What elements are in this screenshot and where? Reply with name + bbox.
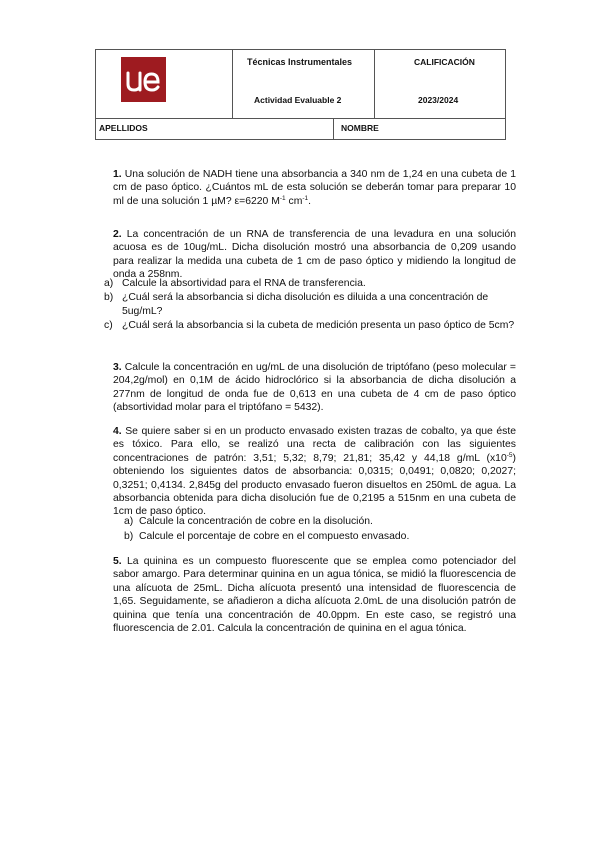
list-item: [104, 277, 516, 290]
item-text: ¿Cuál será la absorbancia si dicha disolución es diluida a una concentración de 5ug/mL?: [122, 292, 489, 317]
name-label: NOMBRE: [341, 123, 379, 133]
question-1: [113, 168, 516, 208]
university-logo: [121, 57, 166, 102]
surnames-label: APELLIDOS: [99, 123, 148, 133]
question-text: .: [308, 195, 312, 207]
superscript: -1: [279, 194, 286, 202]
list-item: [104, 319, 516, 332]
activity-title: Actividad Evaluable 2: [254, 95, 342, 105]
question-text: La concentración de un RNA de transferencia de una levadura en una solución acuosa es de 10ug/mL. Dicha disolución mostró una absorbancia de 0,209 usando para realizar la medida una cubeta de 1 cm de paso óptico y midiendo la longitud de onda a 258nm.: [113, 229, 516, 281]
item-marker: c): [104, 320, 113, 332]
item-text: Calcule el porcentaje de cobre en el compuesto envasado.: [139, 531, 410, 543]
question-text: La quinina es un compuesto fluorescente que se emplea como potenciador del sabor amargo. Para determinar quinina en un agua tónica, se midió la fluorescencia de una alícuota de 25mL. Dicha alícuota presentó una intensidad de fluorescencia de 1,65. Seguidamente, se añadieron a dicha alícuota 2.0mL de una disolución patrón de quinina que tenía una concentración de 40.0ppm. En este caso, se registró una fluorescencia de 2.01. Calcula la concentración de quinina en el agua tónica.: [113, 556, 516, 635]
question-4: [113, 425, 516, 519]
question-number: 2.: [113, 229, 122, 240]
superscript: -5: [506, 451, 513, 459]
question-2-items: [104, 277, 516, 333]
list-item: [124, 515, 516, 528]
question-number: 1.: [113, 169, 122, 180]
course-title: Técnicas Instrumentales: [247, 57, 353, 67]
question-text: Una solución de NADH tiene una absorbancia a 340 nm de 1,24 en una cubeta de 1 cm de paso óptico. ¿Cuántos mL de esta solución se deberán tomar para preparar 10 ml de una solución 1 µM? ε=6220 M: [113, 169, 516, 207]
item-text: ¿Cuál será la absorbancia si la cubeta de medición presenta un paso óptico de 5cm?: [122, 320, 515, 332]
question-5: [113, 555, 516, 635]
item-marker: a): [104, 278, 114, 289]
divider: [96, 118, 505, 119]
question-number: 3.: [113, 362, 122, 373]
divider: [374, 50, 375, 118]
grade-label: CALIFICACIÓN: [414, 57, 475, 67]
question-2: [113, 228, 516, 282]
item-text: Calcule la concentración de cobre en la disolución.: [139, 516, 373, 527]
item-marker: b): [124, 531, 134, 543]
item-text: Calcule la absortividad para el RNA de transferencia.: [122, 278, 366, 289]
question-number: 5.: [113, 556, 122, 567]
question-number: 4.: [113, 426, 122, 437]
academic-year: 2023/2024: [418, 95, 459, 105]
question-4-items: [124, 515, 516, 544]
question-text: ) obteniendo los siguientes datos de absorbancia: 0,0315; 0,0491; 0,0820; 0,2027; 0,3251; 0,4134. 2,845g del producto envasado fueron disueltos en 250mL de agua. La absorbancia obtenida para dicha disolución fue de 0,2195 a 515nm en una cubeta de 1cm de paso óptico.: [113, 452, 516, 518]
question-text: Calcule la concentración en ug/mL de una disolución de triptófano (peso molecular = 204,2g/mol) en 0,1M de ácido hidroclórico si la absorbancia de dicha disolución a 277nm de longitud de onda fue de 0,613 en una cubeta de 4 cm de paso óptico (absortividad molar para el triptófano = 5432).: [113, 362, 516, 414]
ue-logo-icon: [121, 57, 166, 102]
question-text: Se quiere saber si en un producto envasado existen trazas de cobalto, ya que éste es tóxico. Para ello, se realizó una recta de calibración con las siguientes concentraciones de patrón: 3,51; 5,32; 8,79; 21,81; 35,42 y 44,18 g/mL (x10: [113, 426, 516, 464]
item-marker: b): [104, 292, 114, 304]
item-marker: a): [124, 516, 134, 527]
superscript: -1: [302, 194, 309, 202]
question-text: cm: [285, 195, 303, 207]
list-item: [104, 291, 516, 318]
divider: [232, 50, 233, 118]
list-item: [124, 530, 516, 543]
divider: [333, 118, 334, 140]
question-3: [113, 361, 516, 415]
header-table: [95, 49, 506, 140]
